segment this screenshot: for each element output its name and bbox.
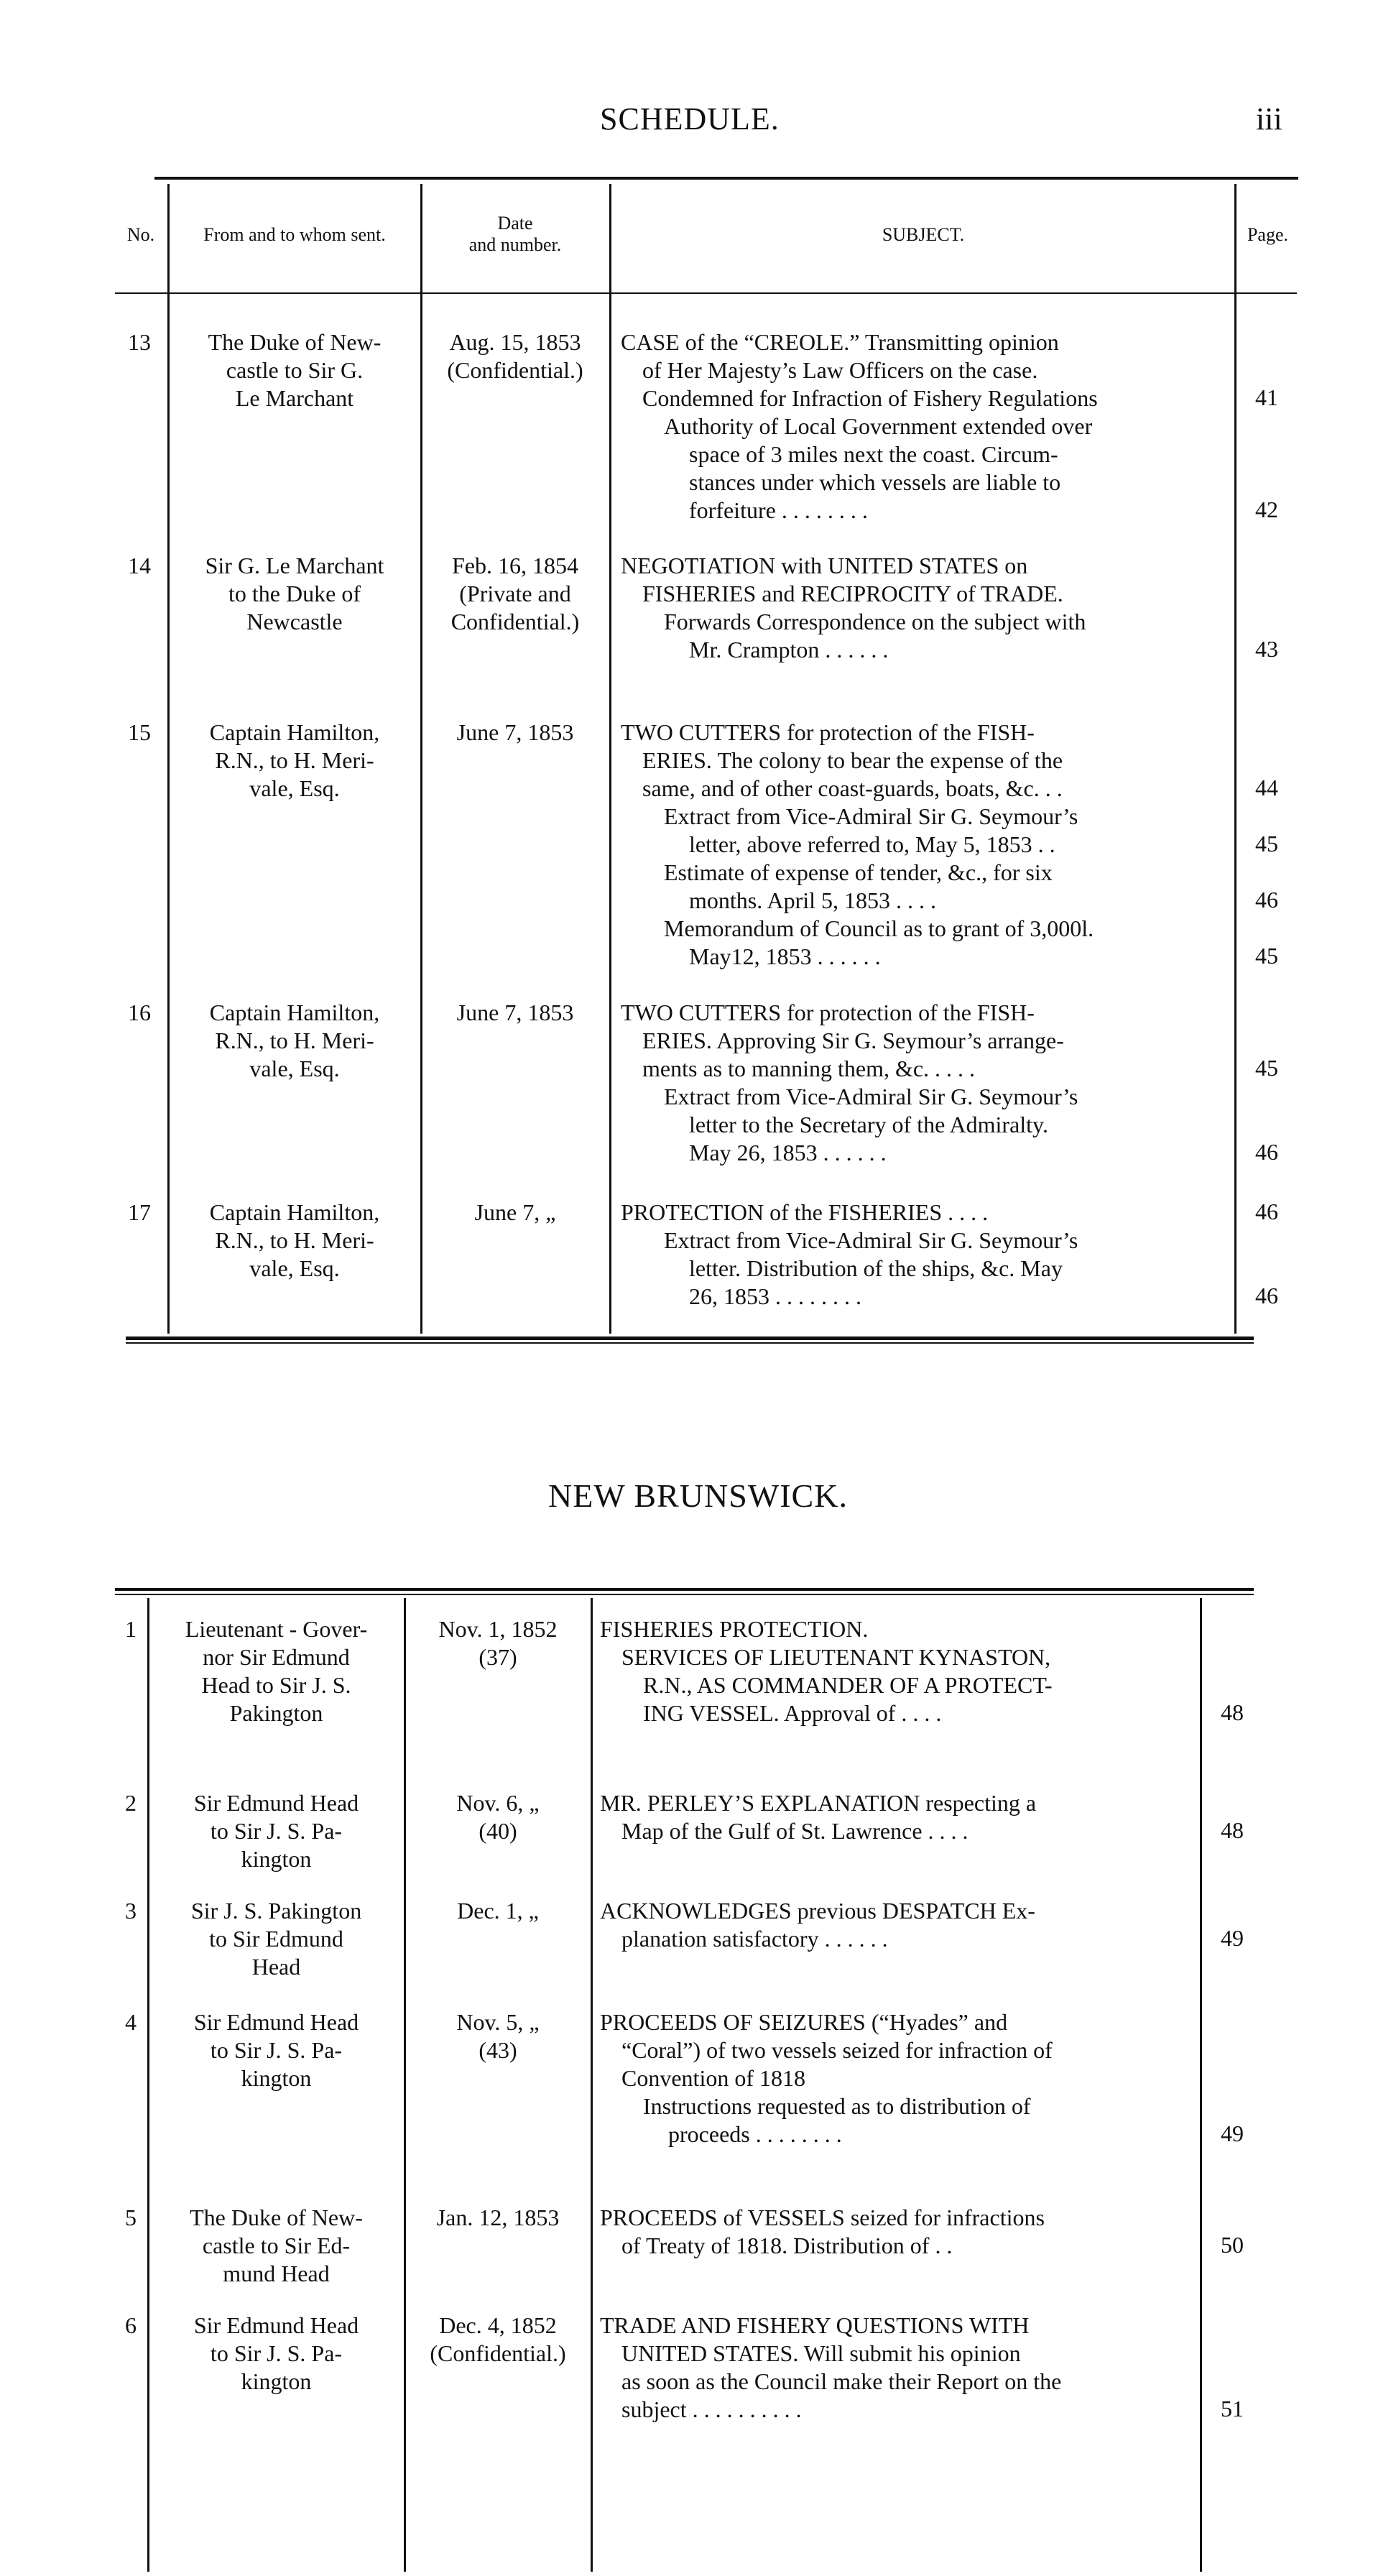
subject-line: months. April 5, 1853 . . . .: [689, 887, 937, 913]
col-divider: [147, 1598, 149, 2572]
subject-line: ERIES. The colony to bear the expense of the: [642, 747, 1063, 773]
date-line: (43): [479, 2037, 517, 2063]
page-ref: 49: [1221, 2120, 1244, 2146]
date-line: June 7, 1853: [456, 1000, 574, 1025]
subject-line: Mr. Crampton . . . . . .: [689, 637, 889, 663]
subject-line: CASE of the “CREOLE.” Transmitting opinion: [621, 329, 1059, 355]
date-cell: [408, 2008, 588, 2064]
from-line: castle to Sir Ed-: [202, 2233, 351, 2258]
from-line: Captain Hamilton,: [209, 1000, 380, 1025]
subject-line: subject . . . . . . . . . .: [621, 2396, 802, 2422]
from-to-cell: [174, 719, 415, 803]
page-ref: 48: [1221, 1699, 1244, 1725]
subject-line: as soon as the Council make their Report on the: [621, 2368, 1062, 2394]
from-line: Captain Hamilton,: [209, 719, 380, 745]
subject-line: letter. Distribution of the ships, &c. May: [689, 1255, 1063, 1281]
date-line: Nov. 1, 1852: [438, 1616, 558, 1642]
page-ref: 51: [1221, 2396, 1244, 2422]
from-to-cell: [152, 2312, 400, 2396]
subject-cell: [621, 552, 1224, 664]
table-top-rule: [115, 1588, 1254, 1591]
subject-line: forfeiture . . . . . . . .: [689, 497, 868, 523]
page-ref: 46: [1255, 1199, 1278, 1224]
subject-line: letter, above referred to, May 5, 1853 . .: [689, 831, 1055, 857]
date-line: Nov. 6, „: [456, 1790, 540, 1816]
from-to-cell: [152, 1897, 400, 1981]
page-title: SCHEDULE.: [600, 101, 780, 137]
subject-cell: [600, 2312, 1189, 2424]
date-line: (40): [479, 1818, 517, 1844]
subject-line: of Treaty of 1818. Distribution of . .: [621, 2233, 953, 2258]
subject-line: “Coral”) of two vessels seized for infraction of: [621, 2037, 1053, 2063]
section-title: NEW BRUNSWICK.: [548, 1477, 848, 1514]
subject-line: ING VESSEL. Approval of . . . .: [643, 1700, 942, 1726]
from-line: Captain Hamilton,: [209, 1199, 380, 1225]
table-top-rule-thin: [115, 1594, 1254, 1595]
from-line: kington: [241, 2065, 312, 2091]
subject-line: Memorandum of Council as to grant of 3,000l.: [664, 915, 1094, 941]
date-line: Nov. 5, „: [456, 2009, 540, 2035]
from-line: vale, Esq.: [249, 1056, 340, 1081]
from-line: vale, Esq.: [249, 775, 340, 801]
subject-line: Instructions requested as to distribution of: [643, 2093, 1031, 2119]
from-line: kington: [241, 1846, 312, 1872]
page-ref: 41: [1255, 384, 1278, 410]
from-to-cell: [152, 2204, 400, 2288]
from-line: to the Duke of: [228, 581, 361, 606]
from-line: Head: [251, 1954, 301, 1980]
date-line: Dec. 1, „: [457, 1898, 539, 1924]
header-from: From and to whom sent.: [203, 224, 386, 245]
subject-line: R.N., AS COMMANDER OF A PROTECT-: [643, 1672, 1053, 1698]
from-line: mund Head: [223, 2261, 330, 2286]
date-cell: [408, 2204, 588, 2232]
from-to-cell: [152, 2008, 400, 2092]
header-date: [425, 213, 605, 256]
date-cell: [408, 1789, 588, 1845]
subject-line: TWO CUTTERS for protection of the FISH-: [621, 719, 1035, 745]
date-cell: [408, 2312, 588, 2368]
from-to-cell: [174, 552, 415, 636]
subject-line: 26, 1853 . . . . . . . .: [689, 1283, 861, 1309]
from-line: The Duke of New-: [208, 329, 382, 355]
subject-cell: [621, 1199, 1224, 1311]
subject-cell: [600, 1789, 1189, 1845]
date-line: Aug. 15, 1853: [449, 329, 581, 355]
row-number: 6: [125, 2312, 137, 2338]
subject-line: ERIES. Approving Sir G. Seymour’s arrange-: [642, 1028, 1064, 1053]
from-line: Lieutenant - Gover-: [185, 1616, 368, 1642]
page-number: iii: [1256, 101, 1282, 137]
from-line: Head to Sir J. S.: [201, 1672, 351, 1698]
subject-line: Estimate of expense of tender, &c., for six: [664, 859, 1053, 885]
subject-line: MR. PERLEY’S EXPLANATION respecting a: [600, 1790, 1037, 1816]
subject-line: letter to the Secretary of the Admiralty.: [689, 1112, 1048, 1137]
subject-line: NEGOTIATION with UNITED STATES on: [621, 553, 1028, 578]
subject-cell: [621, 328, 1224, 525]
row-number: 14: [128, 553, 151, 578]
from-line: Newcastle: [246, 609, 343, 634]
subject-line: PROCEEDS OF SEIZURES (“Hyades” and: [600, 2009, 1008, 2035]
subject-cell: [621, 999, 1224, 1167]
subject-line: Extract from Vice-Admiral Sir G. Seymour’s: [664, 1084, 1078, 1109]
table-bottom-rule: [126, 1337, 1254, 1340]
col-divider: [591, 1598, 593, 2572]
subject-line: May 26, 1853 . . . . . .: [689, 1140, 887, 1165]
from-to-cell: [152, 1615, 400, 1727]
subject-line: ments as to manning them, &c. . . . .: [642, 1056, 976, 1081]
date-cell: [425, 999, 605, 1027]
subject-line: Extract from Vice-Admiral Sir G. Seymour’s: [664, 1227, 1078, 1253]
date-cell: [425, 328, 605, 384]
subject-line: Forwards Correspondence on the subject with: [664, 609, 1086, 634]
table-top-rule: [154, 177, 1298, 180]
date-cell: [408, 1615, 588, 1671]
header-page: Page.: [1247, 224, 1289, 245]
subject-line: ACKNOWLEDGES previous DESPATCH Ex-: [600, 1898, 1035, 1924]
date-cell: [425, 552, 605, 636]
subject-line: TRADE AND FISHERY QUESTIONS WITH: [600, 2312, 1030, 2338]
date-line: Feb. 16, 1854: [452, 553, 578, 578]
col-divider: [167, 184, 170, 1334]
row-number: 13: [128, 329, 151, 355]
subject-line: Map of the Gulf of St. Lawrence . . . .: [621, 1818, 969, 1844]
table-bottom-rule-thin: [126, 1342, 1254, 1344]
col-divider: [1200, 1598, 1202, 2572]
date-line: June 7, „: [474, 1199, 556, 1225]
from-line: castle to Sir G.: [226, 357, 364, 383]
page-ref: 49: [1221, 1925, 1244, 1951]
subject-line: PROTECTION of the FISHERIES . . . .: [621, 1199, 989, 1225]
subject-line: space of 3 miles next the coast. Circum-: [689, 441, 1058, 467]
from-line: vale, Esq.: [249, 1255, 340, 1281]
subject-line: proceeds . . . . . . . .: [668, 2121, 842, 2147]
subject-line: Extract from Vice-Admiral Sir G. Seymour’s: [664, 803, 1078, 829]
from-line: R.N., to H. Meri-: [215, 1227, 374, 1253]
page-ref: 46: [1255, 1283, 1278, 1308]
from-to-cell: [174, 328, 415, 412]
col-divider: [1234, 184, 1236, 1334]
from-line: Pakington: [229, 1700, 323, 1726]
page-ref: 43: [1255, 636, 1278, 662]
subject-line: FISHERIES and RECIPROCITY of TRADE.: [642, 581, 1063, 606]
page-ref: 46: [1255, 887, 1278, 913]
header-date-line2: and number.: [468, 234, 562, 255]
row-number: 16: [128, 1000, 151, 1025]
page-ref: 45: [1255, 1055, 1278, 1081]
from-to-cell: [174, 999, 415, 1083]
subject-line: of Her Majesty’s Law Officers on the case.: [642, 357, 1038, 383]
header-subject: SUBJECT.: [882, 224, 965, 245]
header-no: No.: [126, 224, 155, 245]
subject-cell: [600, 2008, 1189, 2148]
from-line: R.N., to H. Meri-: [215, 747, 374, 773]
col-divider: [420, 184, 422, 1334]
page-ref: 45: [1255, 831, 1278, 857]
page-ref: 45: [1255, 943, 1278, 969]
subject-cell: [600, 1615, 1189, 1727]
from-line: kington: [241, 2368, 312, 2394]
row-number: 2: [125, 1790, 137, 1816]
header-bottom-rule: [115, 292, 1297, 294]
subject-line: Authority of Local Government extended over: [664, 413, 1093, 439]
page-ref: 48: [1221, 1817, 1244, 1843]
from-line: Sir Edmund Head: [193, 1790, 359, 1816]
from-line: to Sir J. S. Pa-: [210, 2340, 343, 2366]
subject-line: Convention of 1818: [621, 2065, 805, 2091]
from-line: Sir Edmund Head: [193, 2312, 359, 2338]
page-ref: 42: [1255, 497, 1278, 522]
from-line: Sir G. Le Marchant: [205, 553, 384, 578]
subject-cell: [600, 1897, 1189, 1953]
subject-line: FISHERIES PROTECTION.: [600, 1616, 869, 1642]
date-line: June 7, 1853: [456, 719, 574, 745]
row-number: 3: [125, 1898, 137, 1924]
date-cell: [425, 1199, 605, 1227]
col-divider: [404, 1598, 406, 2572]
from-to-cell: [174, 1199, 415, 1283]
from-line: to Sir J. S. Pa-: [210, 1818, 343, 1844]
row-number: 1: [125, 1616, 137, 1642]
from-line: Sir J. S. Pakington: [190, 1898, 362, 1924]
subject-line: stances under which vessels are liable to: [689, 469, 1061, 495]
date-line: (Confidential.): [430, 2340, 566, 2366]
page-ref: 44: [1255, 775, 1278, 800]
from-line: The Duke of New-: [190, 2205, 363, 2230]
row-number: 17: [128, 1199, 151, 1225]
subject-line: May12, 1853 . . . . . .: [689, 943, 881, 969]
subject-line: UNITED STATES. Will submit his opinion: [621, 2340, 1021, 2366]
date-cell: [408, 1897, 588, 1925]
date-line: (37): [479, 1644, 517, 1670]
date-cell: [425, 719, 605, 747]
subject-line: Condemned for Infraction of Fishery Regulations: [642, 385, 1098, 411]
row-number: 5: [125, 2205, 137, 2230]
from-line: nor Sir Edmund: [203, 1644, 350, 1670]
page-ref: 50: [1221, 2232, 1244, 2258]
col-divider: [609, 184, 611, 1334]
subject-line: planation satisfactory . . . . . .: [621, 1926, 888, 1952]
subject-line: same, and of other coast-guards, boats, &c. . .: [642, 775, 1063, 801]
date-line: Dec. 4, 1852: [439, 2312, 557, 2338]
subject-cell: [621, 719, 1224, 971]
subject-line: TWO CUTTERS for protection of the FISH-: [621, 1000, 1035, 1025]
date-line: (Confidential.): [447, 357, 583, 383]
subject-line: PROCEEDS of VESSELS seized for infractions: [600, 2205, 1045, 2230]
page-ref: 46: [1255, 1139, 1278, 1165]
date-line: Confidential.): [450, 609, 580, 634]
row-number: 15: [128, 719, 151, 745]
from-line: to Sir Edmund: [209, 1926, 343, 1952]
from-line: Le Marchant: [235, 385, 354, 411]
date-line: (Private and: [459, 581, 571, 606]
row-number: 4: [125, 2009, 137, 2035]
subject-cell: [600, 2204, 1189, 2260]
from-to-cell: [152, 1789, 400, 1873]
subject-line: SERVICES OF LIEUTENANT KYNASTON,: [621, 1644, 1051, 1670]
from-line: to Sir J. S. Pa-: [210, 2037, 343, 2063]
date-line: Jan. 12, 1853: [436, 2205, 560, 2230]
from-line: R.N., to H. Meri-: [215, 1028, 374, 1053]
header-date-line1: Date: [497, 213, 533, 234]
from-line: Sir Edmund Head: [193, 2009, 359, 2035]
